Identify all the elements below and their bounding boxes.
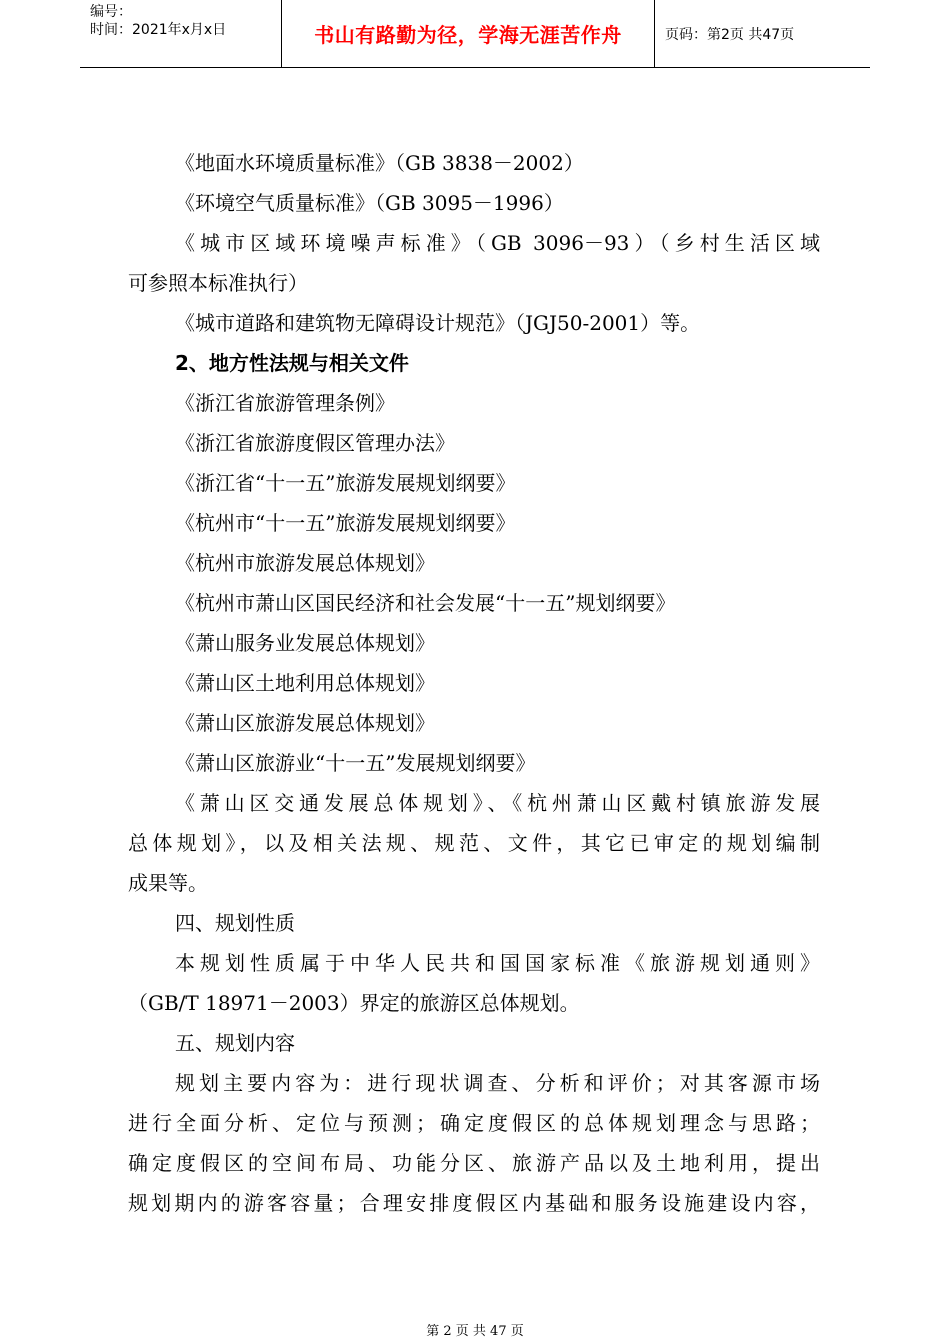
text-line: 规划期内的游客容量；合理安排度假区内基础和服务设施建设内容， xyxy=(128,1191,820,1215)
text-line: 《杭州市“十一五”旅游发展规划纲要》 xyxy=(175,511,516,535)
text-line: 本规划性质属于中华人民共和国国家标准《旅游规划通则》 xyxy=(175,951,820,975)
text-line: 《萧山区土地利用总体规划》 xyxy=(175,671,435,695)
text-line: （GB/T 18971－2003）界定的旅游区总体规划。 xyxy=(128,991,580,1015)
header-meta xyxy=(80,0,282,67)
header-page-info xyxy=(655,0,870,67)
text-line: 成果等。 xyxy=(128,871,208,895)
text-line: 《环境空气质量标准》（GB 3095－1996） xyxy=(175,191,564,215)
text-line: 可参照本标准执行） xyxy=(128,271,308,295)
time-label: 时间：2021年x月x日 xyxy=(90,22,227,38)
text-line: 《地面水环境质量标准》（GB 3838－2002） xyxy=(175,151,584,175)
text-line: 《城市区域环境噪声标准》（GB 3096－93）（乡村生活区域 xyxy=(175,231,820,255)
text-line: 《城市道路和建筑物无障碍设计规范》（JGJ50-2001）等。 xyxy=(175,311,701,335)
text-line: 《萧山区交通发展总体规划》、《杭州萧山区戴村镇旅游发展 xyxy=(175,791,820,815)
section-heading: 五、规划内容 xyxy=(175,1031,295,1055)
page-footer: 第 2 页 共 47 页 xyxy=(426,1324,524,1339)
text-line: 《萧山区旅游发展总体规划》 xyxy=(175,711,435,735)
text-line: 《浙江省旅游管理条例》 xyxy=(175,391,395,415)
text-line: 《浙江省“十一五”旅游发展规划纲要》 xyxy=(175,471,516,495)
text-line: 《浙江省旅游度假区管理办法》 xyxy=(175,431,455,455)
text-line: 《萧山服务业发展总体规划》 xyxy=(175,631,435,655)
page-header xyxy=(80,0,870,68)
text-line: 进行全面分析、定位与预测；确定度假区的总体规划理念与思路； xyxy=(128,1111,820,1135)
text-line: 《杭州市旅游发展总体规划》 xyxy=(175,551,435,575)
text-line: 《杭州市萧山区国民经济和社会发展“十一五”规划纲要》 xyxy=(175,591,676,615)
number-label: 编号： xyxy=(90,4,132,20)
text-line: 《萧山区旅游业“十一五”发展规划纲要》 xyxy=(175,751,536,775)
header-motto-cell xyxy=(282,0,655,67)
text-line: 确定度假区的空间布局、功能分区、旅游产品以及土地利用，提出 xyxy=(128,1151,820,1175)
page-info: 页码：第2页 共47页 xyxy=(665,26,795,43)
text-line: 规划主要内容为：进行现状调查、分析和评价；对其客源市场 xyxy=(175,1071,820,1095)
section-heading: 四、规划性质 xyxy=(175,911,295,935)
text-line: 总体规划》，以及相关法规、规范、文件，其它已审定的规划编制 xyxy=(128,831,820,855)
motto: 书山有路勤为径，学海无涯苦作舟 xyxy=(314,23,622,47)
section-heading: 2、地方性法规与相关文件 xyxy=(175,351,409,375)
